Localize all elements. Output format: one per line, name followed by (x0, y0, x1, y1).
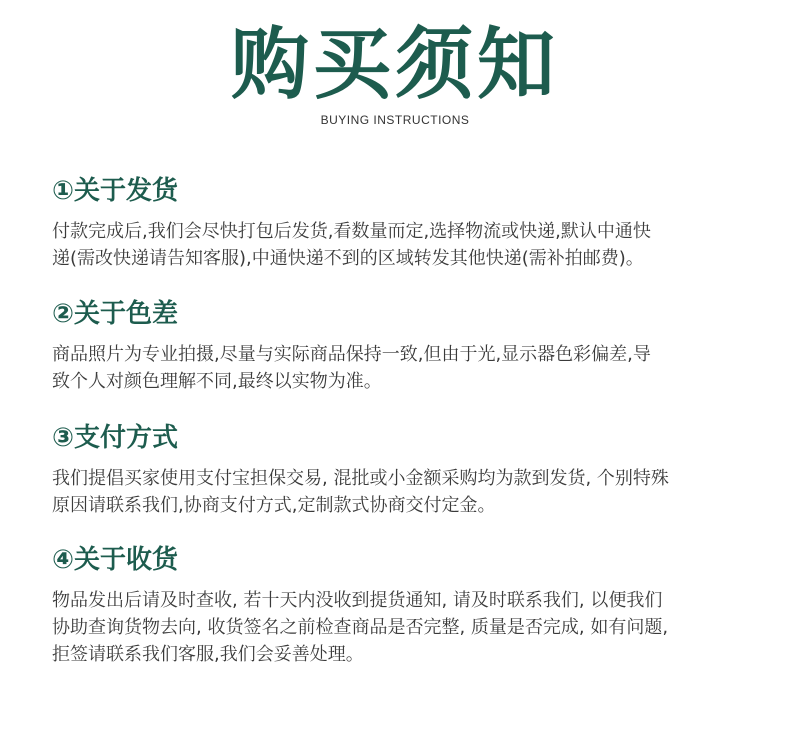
body-line: 我们提倡买家使用支付宝担保交易, 混批或小金额采购均为款到发货, 个别特殊 (52, 468, 669, 489)
body-line: 物品发出后请及时查收, 若十天内没收到提货通知, 请及时联系我们, 以便我们 (52, 590, 663, 611)
section-payment (52, 421, 752, 519)
section-color-difference (52, 297, 752, 395)
body-line: 付款完成后,我们会尽快打包后发货,看数量而定,选择物流或快递,默认中通快 (52, 221, 651, 242)
body-line: 协助查询货物去向, 收货签名之前检查商品是否完整, 质量是否完成, 如有问题, (52, 617, 669, 638)
section-heading-receiving: ④关于收货 (52, 545, 179, 575)
section-heading-shipping: ①关于发货 (52, 176, 179, 206)
body-line: 拒签请联系我们客服,我们会妥善处理。 (52, 644, 364, 665)
section-body-payment (52, 465, 752, 519)
section-shipping (52, 174, 752, 272)
section-receiving (52, 543, 752, 668)
section-body-receiving (52, 587, 752, 668)
section-body-color-difference (52, 341, 752, 395)
body-line: 递(需改快递请告知客服),中通快递不到的区域转发其他快递(需补拍邮费)。 (52, 248, 644, 269)
body-line: 致个人对颜色理解不同,最终以实物为准。 (52, 371, 382, 392)
section-heading-color-difference: ②关于色差 (52, 299, 179, 329)
section-heading-payment: ③支付方式 (52, 423, 179, 453)
section-body-shipping (52, 218, 752, 272)
body-line: 原因请联系我们,协商支付方式,定制款式协商交付定金。 (52, 495, 496, 516)
body-line: 商品照片为专业拍摄,尽量与实际商品保持一致,但由于光,显示器色彩偏差,导 (52, 344, 651, 365)
page-subtitle: BUYING INSTRUCTIONS (320, 113, 470, 127)
page-title: 购买须知 (230, 20, 559, 110)
